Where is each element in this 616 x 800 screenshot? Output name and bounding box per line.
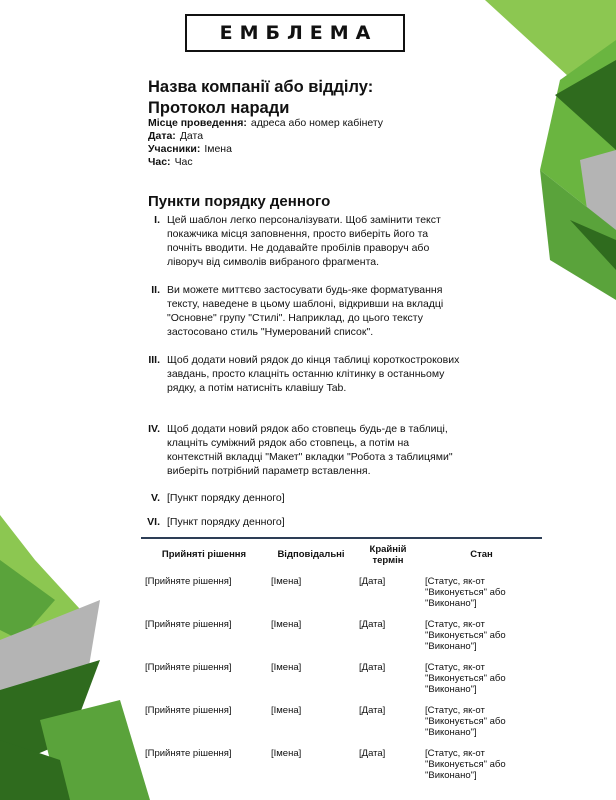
cell-decision: [Прийняте рішення] [145,619,232,630]
header-deadline: Крайній термін [369,544,407,566]
time-value: Час [174,156,193,168]
cell-responsible: [Імена] [271,619,302,630]
attendees-label: Учасники: [148,143,201,155]
cell-status: [Статус, як-от "Виконується" або "Виконано"] [425,619,506,652]
cell-status: [Статус, як-от "Виконується" або "Виконано"] [425,662,506,695]
cell-responsible: [Імена] [271,662,302,673]
agenda-item-number: II. [151,284,160,296]
cell-status: [Статус, як-от "Виконується" або "Виконано"] [425,705,506,738]
logo-box [185,14,405,52]
header-responsible: Відповідальні [277,549,345,560]
cell-deadline: [Дата] [359,662,386,673]
cell-deadline: [Дата] [359,748,386,759]
header-decisions: Прийняті рішення [161,549,247,560]
table-row [141,570,542,613]
agenda-item [136,283,466,353]
table-row [141,613,542,656]
agenda-item-number: IV. [148,423,160,435]
attendees-value: Імена [204,143,232,155]
agenda-item [136,353,466,422]
cell-decision: [Прийняте рішення] [145,576,232,587]
cell-responsible: [Імена] [271,748,302,759]
agenda-item-text: Щоб додати новий рядок або стовпець будь-де в таблиці, клацніть суміжний рядок або стовпець, а потім на контекстній вкладці "Макет" вкладки "Робота з таблицями" виберіть потрібний параметр вставлення. [167,423,453,477]
table-row [141,656,542,699]
location-label: Місце проведення: [148,117,247,129]
agenda-item-text: [Пункт порядку денного] [167,516,285,528]
agenda-item-text: Щоб додати новий рядок до кінця таблиці короткострокових завдань, просто клацніть останню клітинку в останньому рядку, а потім натисніть клавішу Tab. [167,354,460,394]
agenda-item [136,422,466,491]
cell-deadline: [Дата] [359,576,386,587]
decisions-table-wrap [141,537,542,785]
agenda-item-number: V. [151,492,160,504]
cell-status: [Статус, як-от "Виконується" або "Виконано"] [425,576,506,609]
agenda-item-text: Цей шаблон легко персоналізувати. Щоб замінити текст покажчика місця заповнення, просто виберіть його та почніть вводити. Не додавайте пробілів праворуч або ліворуч від символів вибраного фрагмента. [167,214,441,268]
location-value: адреса або номер кабінету [250,117,384,129]
meta-row-location [148,117,383,130]
agenda-item-number: VI. [147,516,160,528]
meta-row-date [148,130,383,143]
agenda-item-text: Ви можете миттєво застосувати будь-яке форматування тексту, наведене в цьому шаблоні, відкривши на вкладці "Основне" групу "Стилі". Наприклад, до цього тексту застосовано стиль "Нумерований список". [167,284,444,338]
title-line-company: Назва компанії або відділу: [148,78,374,96]
time-label: Час: [148,156,171,168]
cell-responsible: [Імена] [271,576,302,587]
agenda-heading: Пункти порядку денного [148,193,331,210]
cell-responsible: [Імена] [271,705,302,716]
agenda-list [136,213,466,535]
meta-row-time [148,156,383,169]
cell-decision: [Прийняте рішення] [145,748,232,759]
cell-decision: [Прийняте рішення] [145,705,232,716]
table-row [141,742,542,785]
header-status: Стан [470,549,493,560]
agenda-item [136,213,466,283]
cell-deadline: [Дата] [359,705,386,716]
date-value: Дата [179,130,204,142]
cell-decision: [Прийняте рішення] [145,662,232,673]
title-line-protocol: Протокол наради [148,99,290,117]
meeting-details [148,117,383,169]
decisions-table [141,539,542,785]
meta-row-attendees [148,143,383,156]
cell-status: [Статус, як-от "Виконується" або "Виконано"] [425,748,506,781]
agenda-item [136,515,466,535]
agenda-item-number: III. [148,354,160,366]
date-label: Дата: [148,130,176,142]
agenda-item-text: [Пункт порядку денного] [167,492,285,504]
logo-text: ЕМБЛЕМА [219,22,378,44]
table-row [141,699,542,742]
agenda-item [136,491,466,515]
cell-deadline: [Дата] [359,619,386,630]
table-header-row [141,539,542,570]
document-title [148,77,373,119]
agenda-item-number: I. [154,214,160,226]
